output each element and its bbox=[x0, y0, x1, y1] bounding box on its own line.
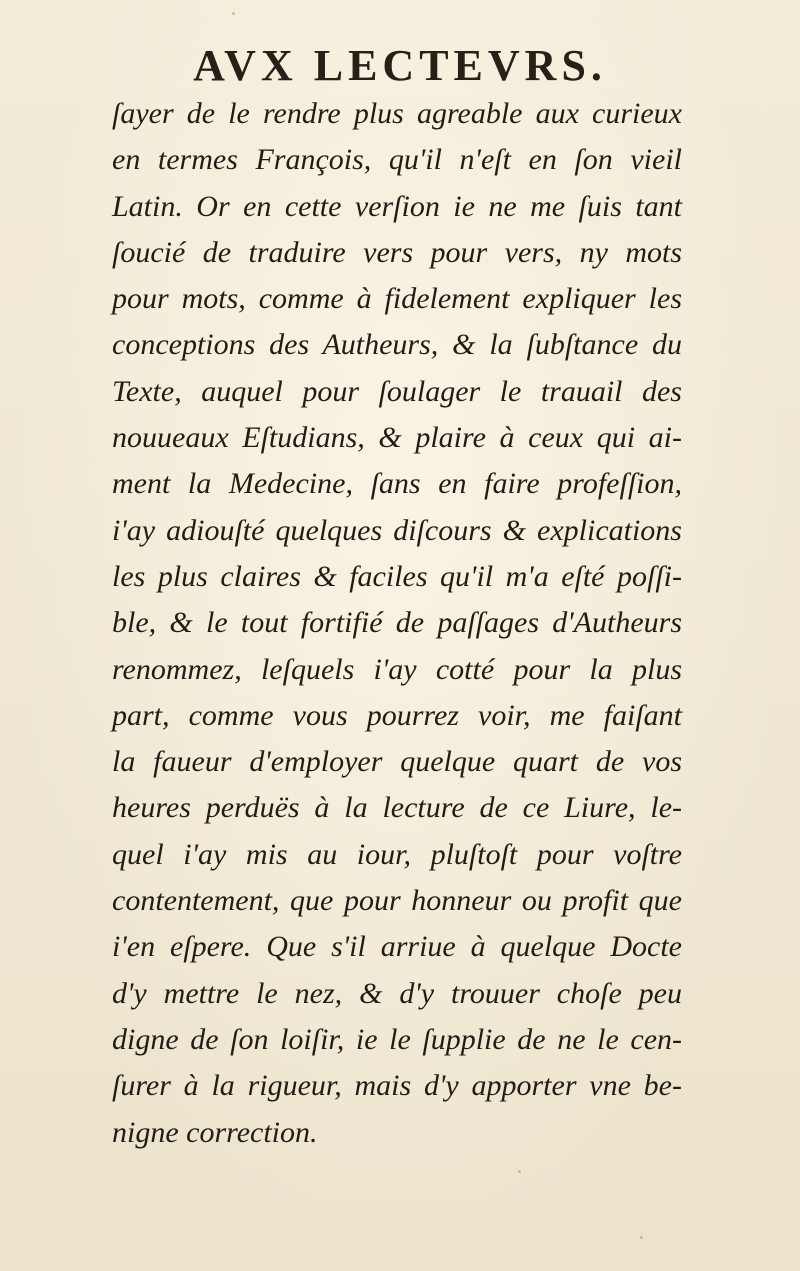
paper-speck bbox=[232, 12, 235, 15]
text-line: en termes François, qu'il n'eſt en ſon vieil bbox=[112, 143, 682, 177]
text-line: renommez, leſquels i'ay cotté pour la plus bbox=[112, 652, 682, 686]
text-line: part, comme vous pourrez voir, me faiſant bbox=[112, 698, 682, 732]
text-line: quel i'ay mis au iour, pluſtoſt pour voſtre bbox=[112, 837, 682, 871]
running-head: AVX LECTEVRS. bbox=[193, 41, 607, 90]
text-line: nigne correction. bbox=[112, 1115, 318, 1149]
text-line: Texte, auquel pour ſoulager le trauail des bbox=[112, 374, 682, 408]
text-line: les plus claires & faciles qu'il m'a eſté poſſi- bbox=[112, 559, 682, 593]
text-line: conceptions des Autheurs, & la ſubſtance du bbox=[112, 328, 682, 362]
text-line: contentement, que pour honneur ou profit que bbox=[112, 884, 682, 918]
paper-speck bbox=[518, 1170, 521, 1173]
paper-speck bbox=[640, 1236, 643, 1239]
text-line: ment la Medecine, ſans en faire profeſſion, bbox=[112, 467, 682, 501]
text-line: i'en eſpere. Que s'il arriue à quelque Docte bbox=[112, 930, 682, 964]
text-line: ſoucié de traduire vers pour vers, ny mots bbox=[112, 235, 682, 269]
body-text bbox=[112, 91, 682, 1156]
text-line: d'y mettre le nez, & d'y trouuer choſe peu bbox=[112, 976, 682, 1010]
text-line: la faueur d'employer quelque quart de vos bbox=[112, 745, 682, 779]
text-line: heures perduës à la lecture de ce Liure, le- bbox=[112, 791, 682, 825]
text-line: ſurer à la rigueur, mais d'y apporter vne be- bbox=[112, 1069, 682, 1103]
text-line: nouueaux Eſtudians, & plaire à ceux qui ai- bbox=[112, 421, 682, 455]
text-line: ſayer de le rendre plus agreable aux curieux bbox=[112, 97, 682, 130]
text-line: digne de ſon loiſir, ie le ſupplie de ne le cen- bbox=[112, 1022, 682, 1056]
text-line: i'ay adiouſté quelques diſcours & explications bbox=[112, 513, 682, 547]
text-line: Latin. Or en cette verſion ie ne me ſuis tant bbox=[112, 189, 682, 223]
text-line: pour mots, comme à fidelement expliquer les bbox=[112, 282, 682, 316]
text-line: ble, & le tout fortifié de paſſages d'Autheurs bbox=[112, 606, 682, 640]
